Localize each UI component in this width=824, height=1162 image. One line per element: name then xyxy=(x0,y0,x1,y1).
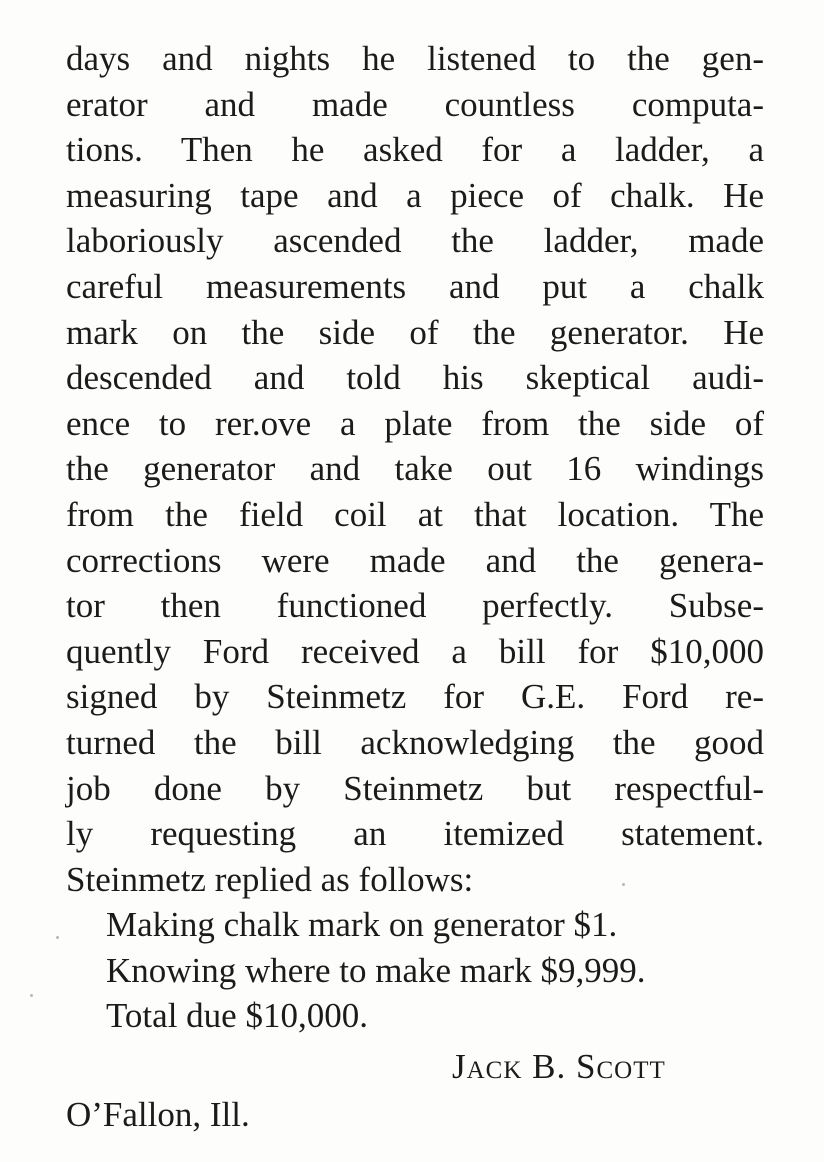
body-line: Steinmetz replied as follows: xyxy=(66,859,474,899)
invoice-line: Making chalk mark on generator $1. xyxy=(106,905,618,945)
body-line: careful measurements and put a chalk xyxy=(66,266,764,306)
body-line: mark on the side of the generator. He xyxy=(66,312,764,352)
body-line: ly requesting an itemized statement. xyxy=(66,814,764,854)
body-line: tions. Then he asked for a ladder, a xyxy=(66,130,764,170)
paper-speck xyxy=(56,936,59,939)
body-line: erator and made countless computa- xyxy=(66,84,764,124)
body-line: tor then functioned perfectly. Subse- xyxy=(66,586,764,626)
author-signature: Jack B. Scott xyxy=(452,1047,666,1086)
invoice-line: Knowing where to make mark $9,999. xyxy=(106,950,646,990)
body-line: from the field coil at that location. The xyxy=(66,494,764,534)
body-line: ence to rer.ove a plate from the side of xyxy=(66,403,764,443)
body-line: days and nights he listened to the gen- xyxy=(66,39,764,78)
body-line: job done by Steinmetz but respectful- xyxy=(66,768,764,808)
paper-speck xyxy=(622,883,625,886)
body-line: laboriously ascended the ladder, made xyxy=(66,221,764,261)
body-line: descended and told his skeptical audi- xyxy=(66,358,764,398)
body-line: corrections were made and the genera- xyxy=(66,540,764,580)
invoice-line: Total due $10,000. xyxy=(106,996,368,1036)
paper-speck xyxy=(30,994,33,997)
body-line: quently Ford received a bill for $10,000 xyxy=(66,631,764,671)
body-line: measuring tape and a piece of chalk. He xyxy=(66,175,764,215)
body-line: turned the bill acknowledging the good xyxy=(66,722,764,762)
body-line: the generator and take out 16 windings xyxy=(66,449,764,489)
body-line: signed by Steinmetz for G.E. Ford re- xyxy=(66,677,764,717)
author-location: O’Fallon, Ill. xyxy=(66,1095,250,1134)
letter-body xyxy=(66,36,764,1039)
